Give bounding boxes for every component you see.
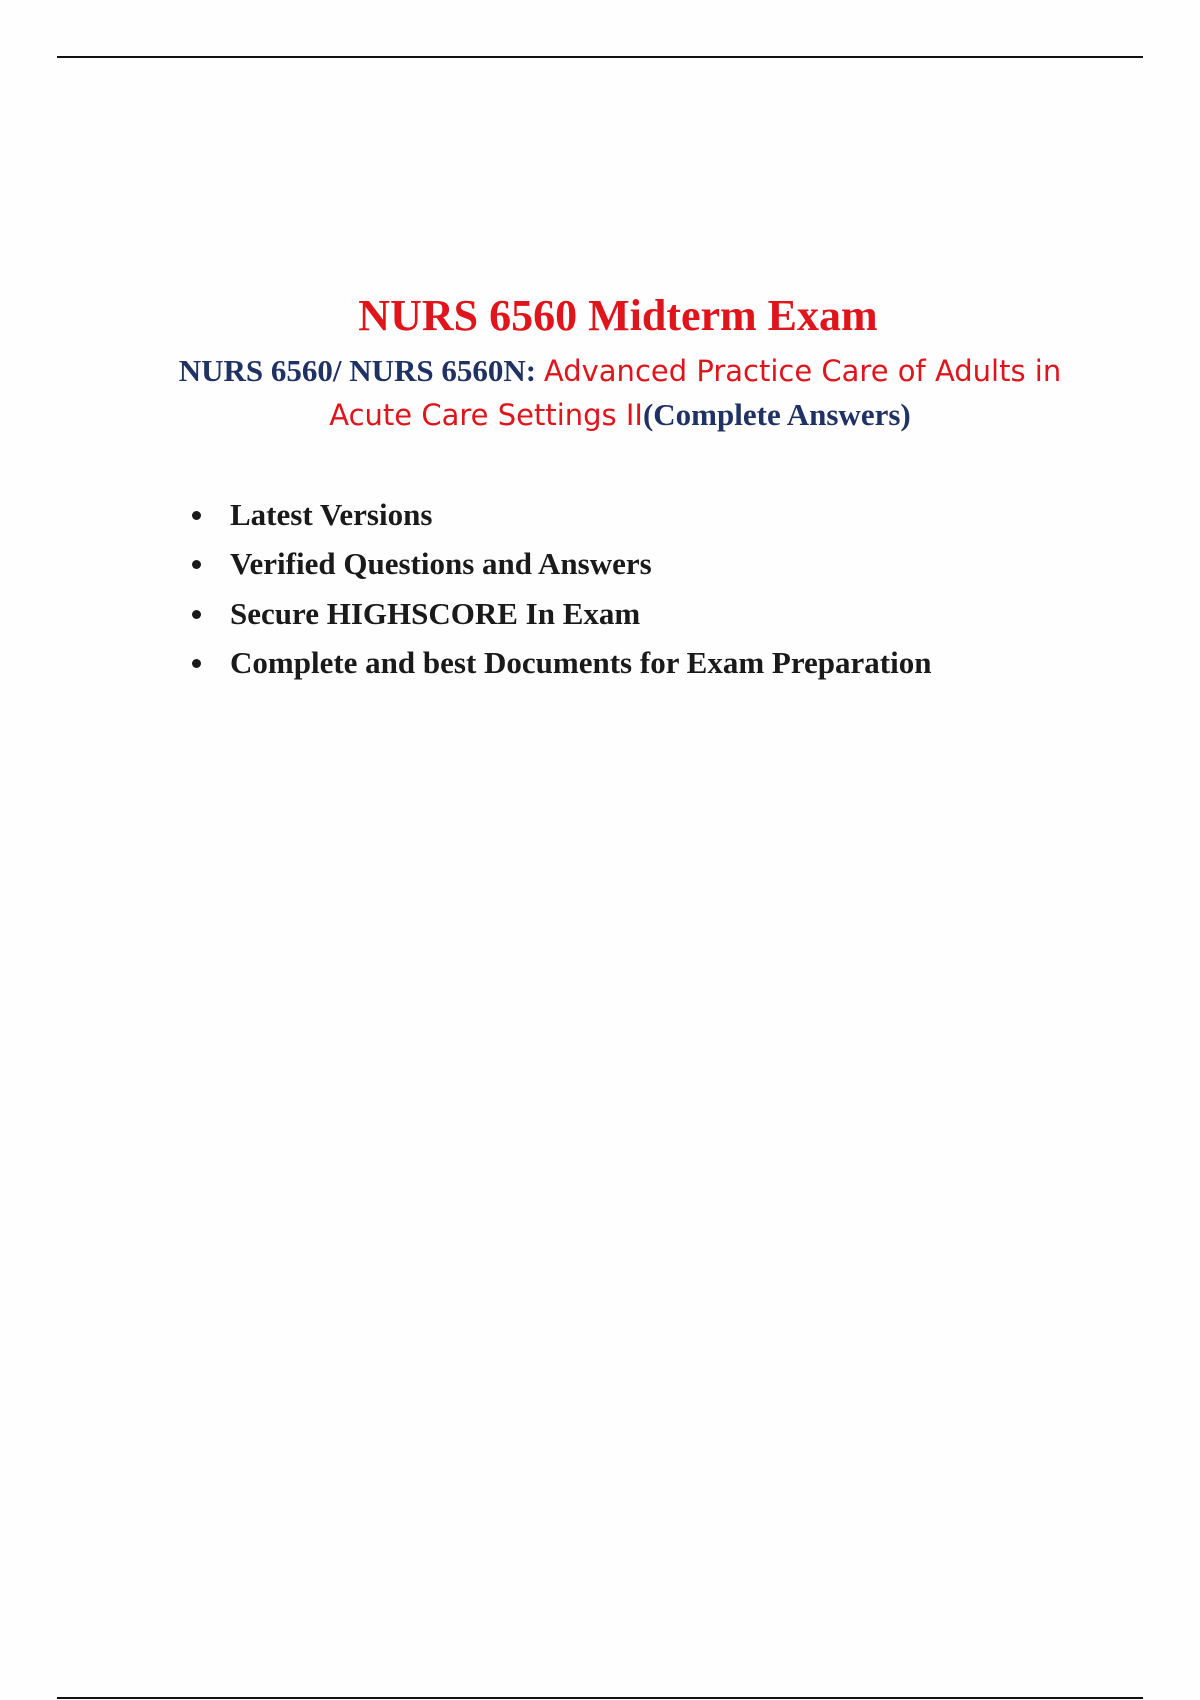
bullet-icon xyxy=(192,560,201,569)
document-subtitle xyxy=(170,349,1070,437)
feature-item xyxy=(192,539,1092,588)
feature-list xyxy=(192,490,1092,687)
bottom-divider xyxy=(57,1697,1143,1699)
feature-item xyxy=(192,589,1092,638)
top-divider xyxy=(57,56,1143,58)
feature-text: Secure HIGHSCORE In Exam xyxy=(230,595,641,631)
subtitle-suffix: (Complete Answers) xyxy=(642,397,911,432)
feature-item xyxy=(192,490,1092,539)
feature-text: Verified Questions and Answers xyxy=(230,546,652,582)
document-title: NURS 6560 Midterm Exam xyxy=(358,291,878,340)
feature-text: Latest Versions xyxy=(230,497,433,532)
bullet-icon xyxy=(192,511,201,520)
subtitle-course-code: NURS 6560/ NURS 6560N: xyxy=(178,353,544,388)
bullet-icon xyxy=(192,610,201,619)
feature-text: Complete and best Documents for Exam Preparation xyxy=(230,644,932,680)
subtitle-course-name: Advanced Practice Care of Adults in Acute Care Settings II xyxy=(329,354,1062,432)
bullet-icon xyxy=(192,659,201,668)
feature-item xyxy=(192,638,1092,687)
